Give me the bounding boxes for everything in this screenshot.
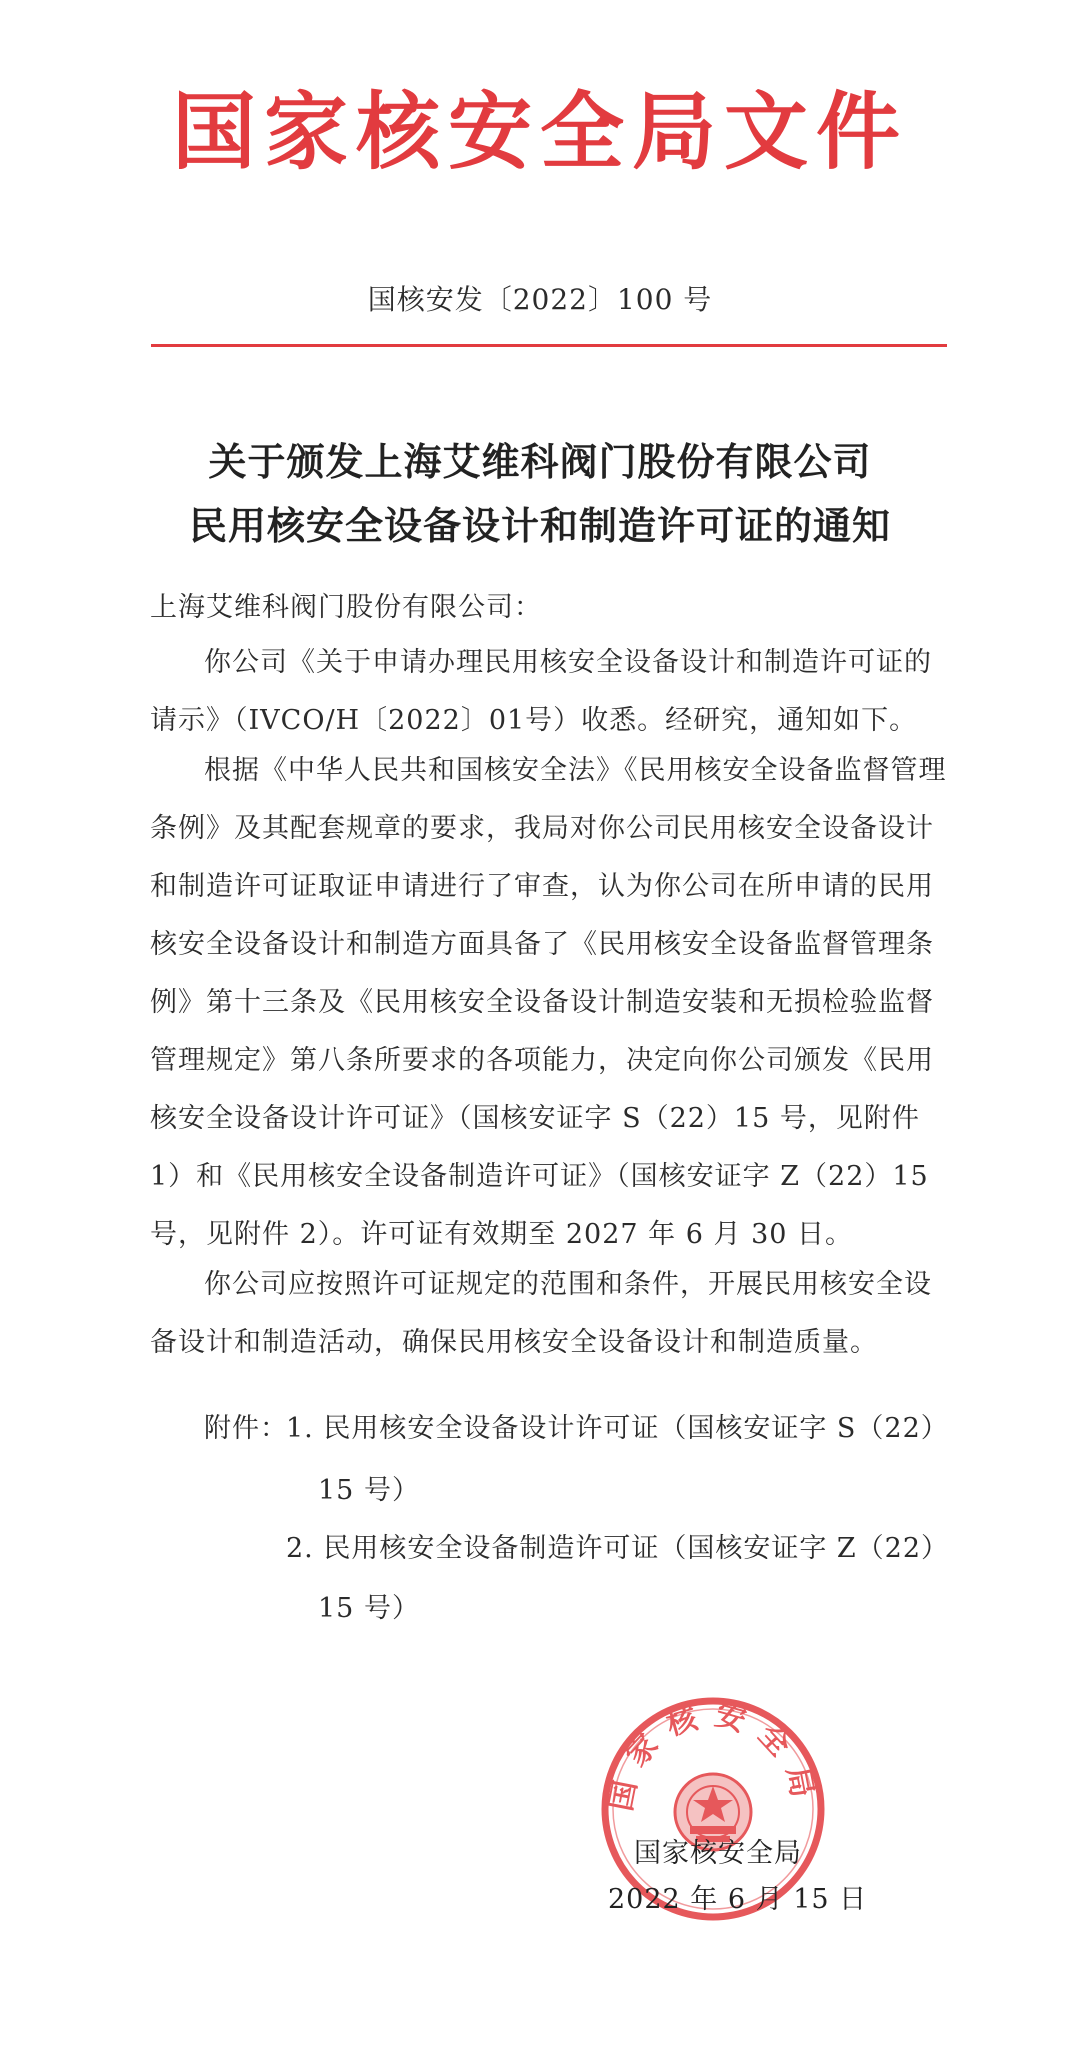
signature-organization: 国家核安全局 [634, 1838, 802, 1869]
signature-date: 2022 年 6 月 15 日 [608, 1884, 868, 1915]
attachment-item-2-continued: 15 号） [318, 1593, 420, 1624]
body-paragraph-2: 根据《中华人民共和国核安全法》《民用核安全设备监督管理条例》及其配套规章的要求，我局对你公司民用核安全设备设计和制造许可证取证申请进行了审查，认为你公司在所申请的民用核安全设备设计和制造方面具备了《民用核安全设备监督管理条例》第十三条及《民用核安全设备设计制造安装和无损检验监督管理规定》第八条所要求的各项能力，决定向你公司颁发《民用核安全设备设计许可证》（国核安证字 S（22）15 号，见附件 1）和《民用核安全设备制造许可证》（国核安证字 Z（22）15 号，见附件 2）。许可证有效期至 2027 年 6 月 30 日。 [150, 755, 947, 1250]
body-paragraph-3: 你公司应按照许可证规定的范围和条件，开展民用核安全设备设计和制造活动，确保民用核安全设备设计和制造质量。 [150, 1269, 932, 1358]
notice-title-line1: 关于颁发上海艾维科阀门股份有限公司 [208, 439, 872, 484]
addressee: 上海艾维科阀门股份有限公司： [150, 592, 542, 623]
attachment-item-1: 1. 民用核安全设备设计许可证（国核安证字 S（22） [286, 1413, 949, 1444]
attachment-item-1-continued: 15 号） [318, 1475, 420, 1506]
document-number: 国核安发〔2022〕100 号 [367, 283, 713, 316]
svg-text:国家核安全局: 国家核安全局 [603, 1697, 823, 1814]
notice-title-line2: 民用核安全设备设计和制造许可证的通知 [188, 503, 891, 548]
document-header-title: 国家核安全局文件 [171, 82, 908, 181]
body-paragraph-1: 你公司《关于申请办理民用核安全设备设计和制造许可证的请示》（IVCO/H〔2022〕01号）收悉。经研究，通知如下。 [150, 647, 932, 736]
red-divider [151, 344, 947, 347]
attachments-label: 附件： [204, 1413, 288, 1444]
attachment-item-2: 2. 民用核安全设备制造许可证（国核安证字 Z（22） [286, 1533, 950, 1564]
